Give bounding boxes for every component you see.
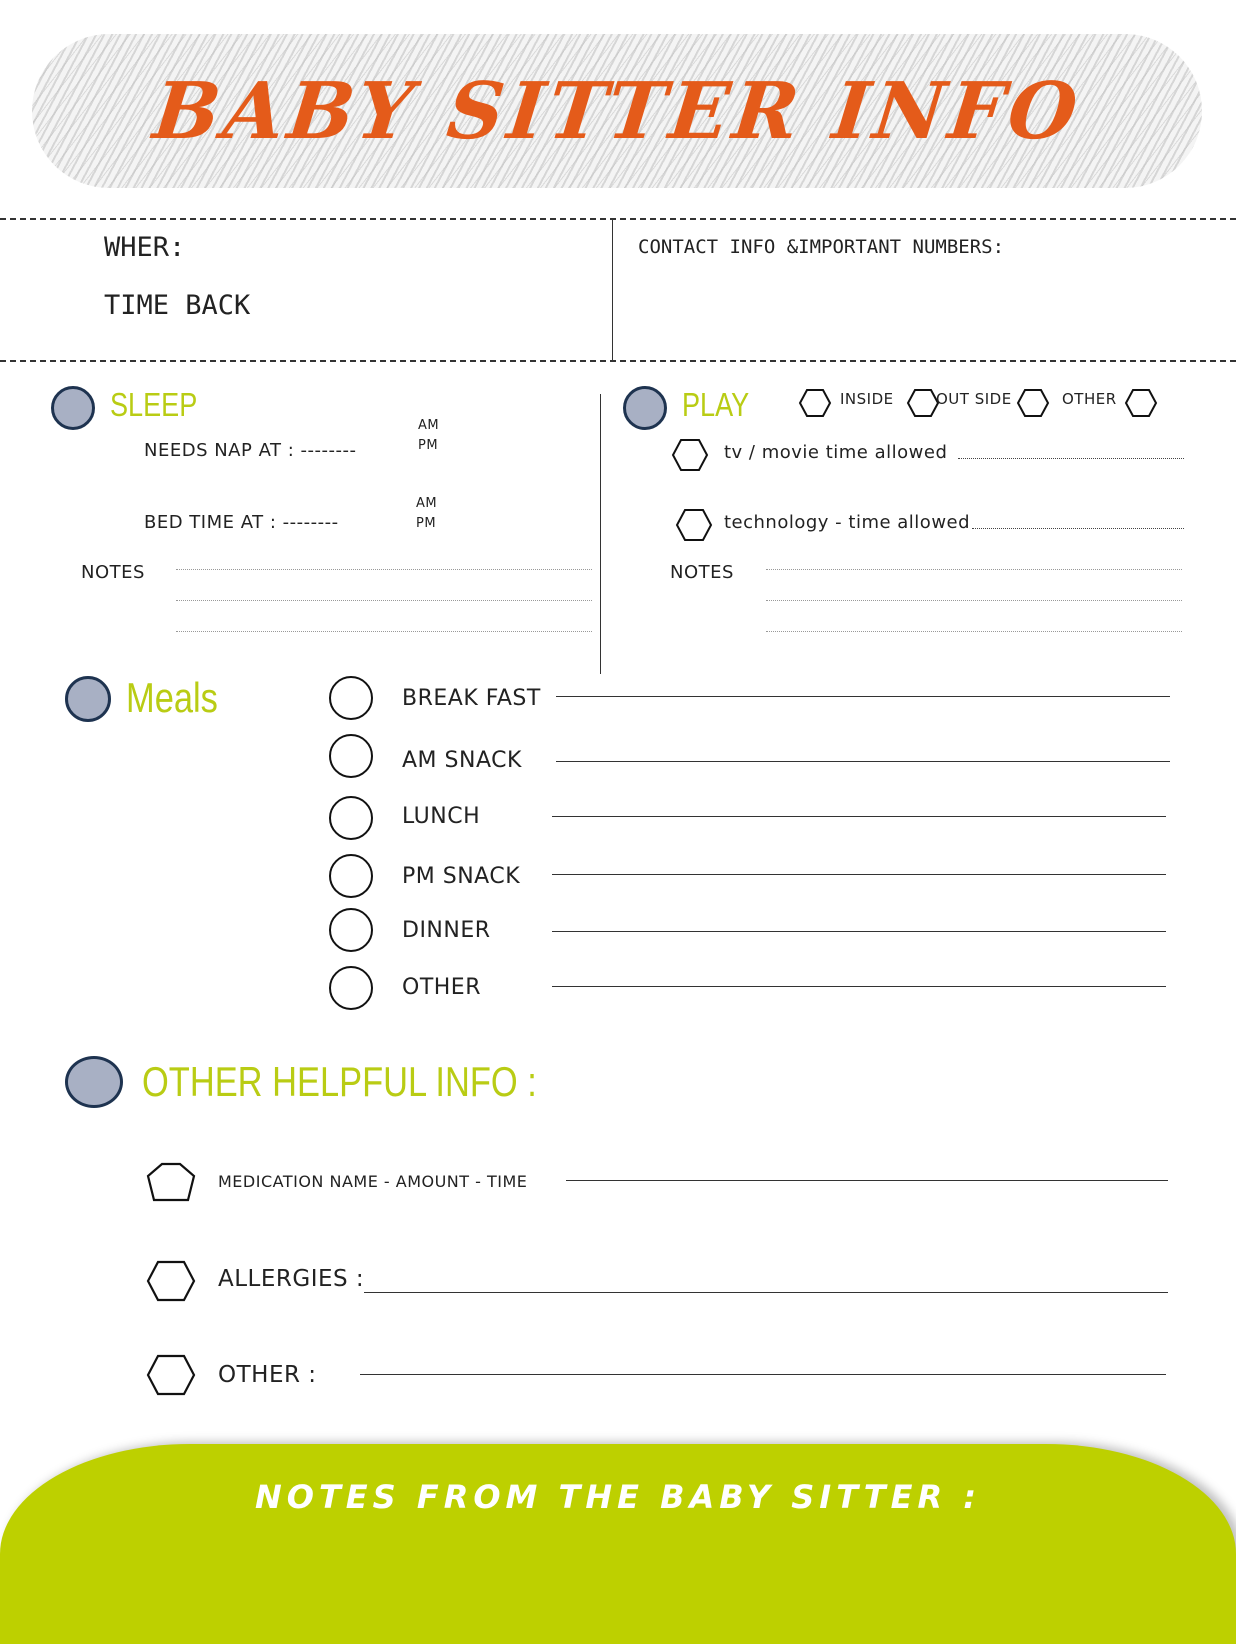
sleep-notes-label: NOTES	[81, 562, 145, 583]
breakfast-line[interactable]	[556, 696, 1170, 697]
play-notes-line[interactable]	[766, 600, 1182, 601]
nap-time-label: NEEDS NAP AT : --------	[144, 440, 357, 461]
meal-label: LUNCH	[402, 804, 481, 829]
tv-time-label: tv / movie time allowed	[724, 442, 948, 463]
technology-time-line[interactable]	[972, 528, 1184, 529]
other-info-label: OTHER :	[218, 1362, 317, 1388]
play-notes-line[interactable]	[766, 569, 1182, 570]
nap-pm-label: PM	[418, 438, 439, 453]
inside-hexagon-checkbox-icon[interactable]	[798, 388, 832, 418]
sleep-notes-line[interactable]	[176, 569, 592, 570]
other-hexagon-checkbox-icon[interactable]	[1016, 388, 1050, 418]
medication-label: MEDICATION NAME - AMOUNT - TIME	[218, 1172, 528, 1191]
contact-info-label: CONTACT INFO &IMPORTANT NUMBERS:	[638, 236, 1005, 258]
play-notes-label: NOTES	[670, 562, 734, 583]
bed-pm-label: PM	[416, 516, 437, 531]
bed-am-label: AM	[416, 496, 438, 511]
play-section-title: PLAY	[682, 386, 750, 423]
meals-section-title: Meals	[126, 674, 218, 721]
other-info-hexagon-checkbox-icon[interactable]	[146, 1354, 196, 1396]
play-option-inside: INSIDE	[840, 390, 894, 408]
play-option-outside: OUT SIDE	[936, 390, 1012, 408]
dinner-line[interactable]	[552, 931, 1166, 932]
time-back-label: TIME BACK	[104, 290, 251, 321]
meals-section-circle-bullet-icon	[65, 676, 111, 722]
am-snack-line[interactable]	[556, 761, 1170, 762]
meal-label: PM SNACK	[402, 864, 521, 889]
pm-snack-circle-checkbox-icon[interactable]	[329, 854, 373, 898]
play-option-other: OTHER	[1062, 390, 1117, 408]
play-notes-line[interactable]	[766, 631, 1182, 632]
other-meal-line[interactable]	[552, 986, 1166, 987]
technology-hexagon-checkbox-icon[interactable]	[674, 508, 714, 542]
sleep-notes-line[interactable]	[176, 600, 592, 601]
top-info-bottom-divider	[0, 360, 1236, 362]
other-meal-circle-checkbox-icon[interactable]	[329, 966, 373, 1010]
top-divider	[0, 218, 1236, 220]
baby-sitter-notes-area[interactable]	[0, 1444, 1236, 1644]
outside-hexagon-checkbox-icon[interactable]	[906, 388, 940, 418]
other-info-line[interactable]	[360, 1374, 1166, 1375]
meal-label: DINNER	[402, 918, 491, 943]
meal-label: BREAK FAST	[402, 686, 541, 711]
sleep-section-circle-bullet-icon	[51, 386, 95, 430]
other-info-section-title: OTHER HELPFUL INFO :	[142, 1058, 537, 1105]
medication-line[interactable]	[566, 1180, 1168, 1181]
meal-label: AM SNACK	[402, 748, 522, 773]
where-label: WHER:	[104, 232, 186, 263]
lunch-circle-checkbox-icon[interactable]	[329, 796, 373, 840]
other-info-section-circle-bullet-icon	[65, 1056, 123, 1108]
lunch-line[interactable]	[552, 816, 1166, 817]
tv-time-line[interactable]	[958, 458, 1184, 459]
play-section-circle-bullet-icon	[623, 386, 667, 430]
sleep-notes-line[interactable]	[176, 631, 592, 632]
allergies-label: ALLERGIES :	[218, 1266, 365, 1292]
bed-time-label: BED TIME AT : --------	[144, 512, 339, 533]
top-info-vertical-divider	[612, 220, 613, 360]
am-snack-circle-checkbox-icon[interactable]	[329, 734, 373, 778]
page-title: BABY SITTER INFO	[148, 65, 1086, 157]
nap-am-label: AM	[418, 418, 440, 433]
medication-hexagon-checkbox-icon[interactable]	[146, 1162, 196, 1204]
allergies-line[interactable]	[364, 1292, 1168, 1293]
trailing-hexagon-checkbox-icon[interactable]	[1124, 388, 1158, 418]
allergies-hexagon-checkbox-icon[interactable]	[146, 1260, 196, 1302]
title-banner	[32, 34, 1202, 188]
breakfast-circle-checkbox-icon[interactable]	[329, 676, 373, 720]
technology-time-label: technology - time allowed	[724, 512, 971, 533]
tv-hexagon-checkbox-icon[interactable]	[670, 438, 710, 472]
sleep-play-divider	[600, 394, 601, 674]
sleep-section-title: SLEEP	[110, 386, 198, 423]
meal-label: OTHER	[402, 975, 481, 1000]
pm-snack-line[interactable]	[552, 874, 1166, 875]
dinner-circle-checkbox-icon[interactable]	[329, 908, 373, 952]
baby-sitter-notes-title: NOTES FROM THE BABY SITTER :	[254, 1478, 982, 1516]
